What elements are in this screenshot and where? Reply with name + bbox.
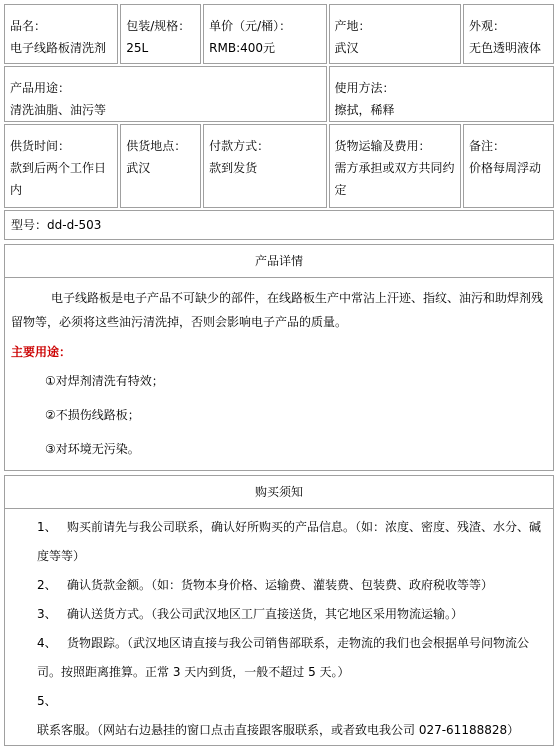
spec-cell-appearance [463,4,554,64]
spec-cell-origin [329,4,461,64]
shipping-label: 货物运输及费用： [334,139,431,153]
appearance-label: 外观： [468,19,505,33]
use-item: ①对焊剂清洗有特效； [45,374,164,388]
notice-item-text: 确认货款金额。（如：货物本身价格、运输费、灌装费、包装费、政府税收等等） [67,578,494,592]
remark-label: 备注： [468,139,505,153]
notice-item [11,687,547,745]
notice-item-number: 3、 [37,607,57,621]
notice-item-text: 购买前请先与我公司联系，确认好所购买的产品信息。（如：浓度、密度、残渣、水分、碱度等等） [37,520,542,563]
origin-label: 产地： [334,19,371,33]
spec-cell-payment [203,124,326,208]
main-use-heading: 主要用途： [11,345,72,359]
notice-item-number: 5、 [37,694,57,708]
product-details-title: 产品详情 [5,245,553,278]
remark-value: 价格每周浮动 [468,161,541,175]
purchase-notice-section [4,475,554,746]
spec-cell-remark [463,124,554,208]
use-item: ③对环境无污染。 [45,442,140,456]
notice-item [11,571,547,600]
product-name-value: 电子线路板清洗剂 [10,41,107,55]
product-details-body [5,278,553,470]
payment-value: 款到发货 [209,161,258,175]
product-name-label: 品名： [10,19,47,33]
product-intro: 电子线路板是电子产品不可缺少的部件，在线路板生产中常沾上汗迹、指纹、油污和助焊剂残留物等，必须将这些油污清洗掉，否则会影响电子产品的质量。 [11,291,544,329]
notice-item [11,629,547,687]
notice-item-text: 货物跟踪。（武汉地区请直接与我公司销售部联系，走物流的我们也会根据单号问物流公司。按照距离推算。正常 3 天内到货，一般不超过 5 天。） [37,636,530,679]
use-item: ②不损伤线路板； [45,408,140,422]
price-label: 单价（元/桶）： [209,19,292,33]
notice-item-number: 1、 [37,520,57,534]
supply-place-label: 供货地点： [126,139,187,153]
package-value: 25L [126,41,149,55]
notice-item-text: 确认送货方式。（我公司武汉地区工厂直接送货，其它地区采用物流运输。） [67,607,464,621]
spec-row-1 [4,4,554,64]
method-value: 擦拭，稀释 [334,103,395,117]
purchase-notice-title: 购买须知 [5,476,553,509]
spec-cell-price [203,4,326,64]
notice-item-text: 联系客服。（网站右边悬挂的窗口点击直接跟客服联系，或者致电我公司 027-61188828） [37,723,520,737]
usage-label: 产品用途： [10,81,71,95]
spec-row-2 [4,66,554,122]
spec-row-3 [4,124,554,208]
notice-item-number: 4、 [37,636,57,650]
appearance-value: 无色透明液体 [468,41,541,55]
notice-item [11,600,547,629]
spec-cell-product-name [4,4,118,64]
spec-cell-supply-time [4,124,118,208]
shipping-value: 需方承担或双方共同约定 [334,161,455,197]
supply-time-value: 款到后两个工作日内 [10,161,107,197]
product-details-section [4,244,554,471]
spec-cell-usage [4,66,327,122]
method-label: 使用方法： [334,81,395,95]
spec-table [2,2,556,210]
spec-cell-method [329,66,555,122]
package-label: 包装/规格： [126,19,191,33]
supply-place-value: 武汉 [126,161,151,175]
purchase-notice-body [5,509,553,745]
usage-value: 清洗油脂、油污等 [10,103,107,117]
price-value: RMB:400元 [209,41,276,55]
supply-time-label: 供货时间： [10,139,71,153]
spec-cell-package [120,4,201,64]
origin-value: 武汉 [334,41,359,55]
notice-item-number: 2、 [37,578,57,592]
notice-item [11,513,547,571]
model-number: 型号：dd-d-503 [4,210,554,240]
product-info-page [2,2,556,746]
spec-cell-supply-place [120,124,201,208]
payment-label: 付款方式： [209,139,270,153]
spec-cell-shipping [329,124,461,208]
